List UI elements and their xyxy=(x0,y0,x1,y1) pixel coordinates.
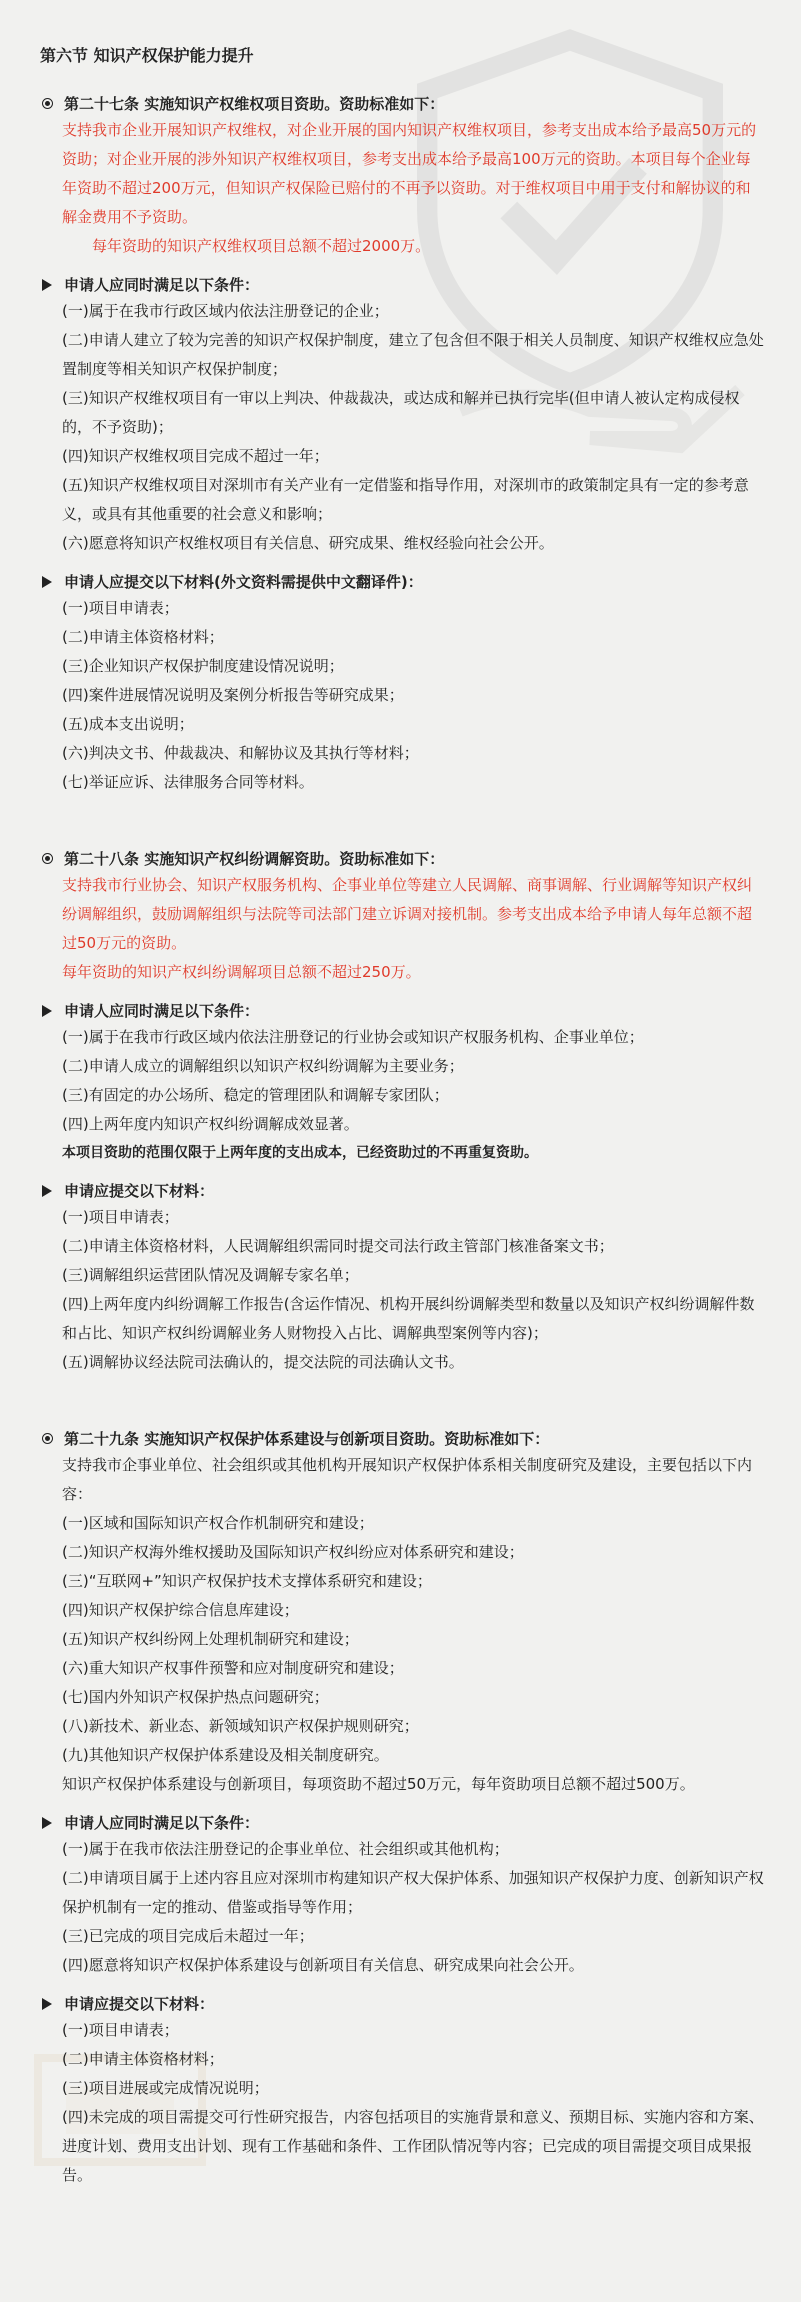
list-item: (二)申请主体资格材料，人民调解组织需同时提交司法行政主管部门核准备案文书； xyxy=(62,1237,614,1255)
list-item: (六)判决文书、仲裁裁决、和解协议及其执行等材料； xyxy=(62,744,419,762)
article-27-title: 第二十七条 实施知识产权维权项目资助。资助标准如下： xyxy=(64,95,445,113)
list-item: (二)申请主体资格材料； xyxy=(62,628,224,646)
bullet-circle-icon xyxy=(42,98,53,109)
article-29-materials xyxy=(40,2016,765,2190)
article-27-conditions xyxy=(40,297,765,558)
list-item: (二)申请人成立的调解组织以知识产权纠纷调解为主要业务； xyxy=(62,1057,464,1075)
list-item: (四)未完成的项目需提交可行性研究报告，内容包括项目的实施背景和意义、预期目标、实施内容和方案、进度计划、费用支出计划、现有工作基础和条件、工作团队情况等内容；已完成的项目需提交项目成果报告。 xyxy=(62,2108,764,2184)
article-29-standard xyxy=(40,1451,765,1799)
list-item: (二)申请项目属于上述内容且应对深圳市构建知识产权大保护体系、加强知识产权保护力度、创新知识产权保护机制有一定的推动、借鉴或指导等作用； xyxy=(62,1869,764,1916)
list-item: (三)项目进展或完成情况说明； xyxy=(62,2079,269,2097)
article-29-materials-heading: 申请应提交以下材料： xyxy=(40,1992,765,2016)
list-item: (一)项目申请表； xyxy=(62,1208,179,1226)
article-29-funding: 知识产权保护体系建设与创新项目，每项资助不超过50万元，每年资助项目总额不超过500万。 xyxy=(62,1775,695,1793)
list-item: (七)举证应诉、法律服务合同等材料。 xyxy=(62,773,314,791)
list-item: (一)属于在我市依法注册登记的企事业单位、社会组织或其他机构； xyxy=(62,1840,509,1858)
article-28-conditions-heading: 申请人应同时满足以下条件： xyxy=(40,999,765,1023)
list-item: (八)新技术、新业态、新领域知识产权保护规则研究； xyxy=(62,1717,419,1735)
article-27-standard xyxy=(40,116,765,261)
list-item: (四)愿意将知识产权保护体系建设与创新项目有关信息、研究成果向社会公开。 xyxy=(62,1956,584,1974)
list-item: (三)企业知识产权保护制度建设情况说明； xyxy=(62,657,344,675)
article-28-materials-heading: 申请应提交以下材料： xyxy=(40,1179,765,1203)
list-item: (四)上两年度内知识产权纠纷调解成效显著。 xyxy=(62,1115,359,1133)
list-item: (三)“互联网+”知识产权保护技术支撑体系研究和建设； xyxy=(62,1572,432,1590)
article-29-intro: 支持我市企事业单位、社会组织或其他机构开展知识产权保护体系相关制度研究及建设，主要包括以下内容： xyxy=(62,1456,753,1503)
article-28 xyxy=(40,847,765,1377)
list-item: (四)知识产权维权项目完成不超过一年； xyxy=(62,447,329,465)
list-item: (三)有固定的办公场所、稳定的管理团队和调解专家团队； xyxy=(62,1086,449,1104)
list-item: (一)项目申请表； xyxy=(62,599,179,617)
document-page xyxy=(40,44,765,2240)
article-27-red-total: 每年资助的知识产权维权项目总额不超过2000万。 xyxy=(92,237,431,255)
article-28-heading xyxy=(40,847,765,871)
list-item: (六)愿意将知识产权维权项目有关信息、研究成果、维权经验向社会公开。 xyxy=(62,534,554,552)
triangle-bullet-icon xyxy=(42,1998,52,2010)
article-29-conditions xyxy=(40,1835,765,1980)
list-item: (四)上两年度内纠纷调解工作报告(含运作情况、机构开展纠纷调解类型和数量以及知识产权纠纷调解件数和占比、知识产权纠纷调解业务人财物投入占比、调解典型案例等内容)； xyxy=(62,1295,755,1342)
article-29-heading xyxy=(40,1427,765,1451)
list-item: (三)知识产权维权项目有一审以上判决、仲裁裁决，或达成和解并已执行完毕(但申请人被认定构成侵权的，不予资助)； xyxy=(62,389,740,436)
triangle-bullet-icon xyxy=(42,1817,52,1829)
article-28-title: 第二十八条 实施知识产权纠纷调解资助。资助标准如下： xyxy=(64,850,445,868)
list-item: (三)调解组织运营团队情况及调解专家名单； xyxy=(62,1266,359,1284)
article-28-red-text: 支持我市行业协会、知识产权服务机构、企事业单位等建立人民调解、商事调解、行业调解等知识产权纠纷调解组织，鼓励调解组织与法院等司法部门建立诉调对接机制。参考支出成本给予申请人每年总额不超过50万元的资助。 xyxy=(62,876,753,952)
article-28-conditions xyxy=(40,1023,765,1167)
article-29-title: 第二十九条 实施知识产权保护体系建设与创新项目资助。资助标准如下： xyxy=(64,1430,550,1448)
article-29-conditions-heading: 申请人应同时满足以下条件： xyxy=(40,1811,765,1835)
bullet-circle-icon xyxy=(42,1433,53,1444)
list-item: (五)成本支出说明； xyxy=(62,715,194,733)
list-item: (五)知识产权维权项目对深圳市有关产业有一定借鉴和指导作用，对深圳市的政策制定具有一定的参考意义，或具有其他重要的社会意义和影响； xyxy=(62,476,749,523)
article-29 xyxy=(40,1427,765,2190)
triangle-bullet-icon xyxy=(42,576,52,588)
list-item: (二)申请人建立了较为完善的知识产权保护制度，建立了包含但不限于相关人员制度、知识产权维权应急处置制度等相关知识产权保护制度； xyxy=(62,331,764,378)
article-28-red-total: 每年资助的知识产权纠纷调解项目总额不超过250万。 xyxy=(62,963,421,981)
article-28-note: 本项目资助的范围仅限于上两年度的支出成本，已经资助过的不再重复资助。 xyxy=(62,1145,538,1161)
list-item: (九)其他知识产权保护体系建设及相关制度研究。 xyxy=(62,1746,389,1764)
list-item: (五)调解协议经法院司法确认的，提交法院的司法确认文书。 xyxy=(62,1353,464,1371)
bullet-circle-icon xyxy=(42,853,53,864)
list-item: (七)国内外知识产权保护热点问题研究； xyxy=(62,1688,329,1706)
triangle-bullet-icon xyxy=(42,1005,52,1017)
list-item: (二)知识产权海外维权援助及国际知识产权纠纷应对体系研究和建设； xyxy=(62,1543,524,1561)
list-item: (三)已完成的项目完成后未超过一年； xyxy=(62,1927,314,1945)
list-item: (一)属于在我市行政区域内依法注册登记的企业； xyxy=(62,302,389,320)
list-item: (一)属于在我市行政区域内依法注册登记的行业协会或知识产权服务机构、企事业单位； xyxy=(62,1028,644,1046)
article-28-standard xyxy=(40,871,765,987)
article-28-materials xyxy=(40,1203,765,1377)
article-27-heading xyxy=(40,92,765,116)
section-title: 第六节 知识产权保护能力提升 xyxy=(40,46,254,65)
list-item: (二)申请主体资格材料； xyxy=(62,2050,224,2068)
list-item: (四)知识产权保护综合信息库建设； xyxy=(62,1601,299,1619)
article-27-materials xyxy=(40,594,765,797)
article-27-conditions-heading: 申请人应同时满足以下条件： xyxy=(40,273,765,297)
list-item: (四)案件进展情况说明及案例分析报告等研究成果； xyxy=(62,686,404,704)
list-item: (一)项目申请表； xyxy=(62,2021,179,2039)
list-item: (六)重大知识产权事件预警和应对制度研究和建设； xyxy=(62,1659,404,1677)
triangle-bullet-icon xyxy=(42,1185,52,1197)
triangle-bullet-icon xyxy=(42,279,52,291)
list-item: (一)区域和国际知识产权合作机制研究和建设； xyxy=(62,1514,374,1532)
article-27-red-text: 支持我市企业开展知识产权维权，对企业开展的国内知识产权维权项目，参考支出成本给予最高50万元的资助；对企业开展的涉外知识产权维权项目，参考支出成本给予最高100万元的资助。本项目每个企业每年资助不超过200万元，但知识产权保险已赔付的不再予以资助。对于维权项目中用于支付和解协议的和解金费用不予资助。 xyxy=(62,121,757,226)
article-27-materials-heading: 申请人应提交以下材料(外文资料需提供中文翻译件)： xyxy=(40,570,765,594)
list-item: (五)知识产权纠纷网上处理机制研究和建设； xyxy=(62,1630,359,1648)
article-27 xyxy=(40,92,765,797)
